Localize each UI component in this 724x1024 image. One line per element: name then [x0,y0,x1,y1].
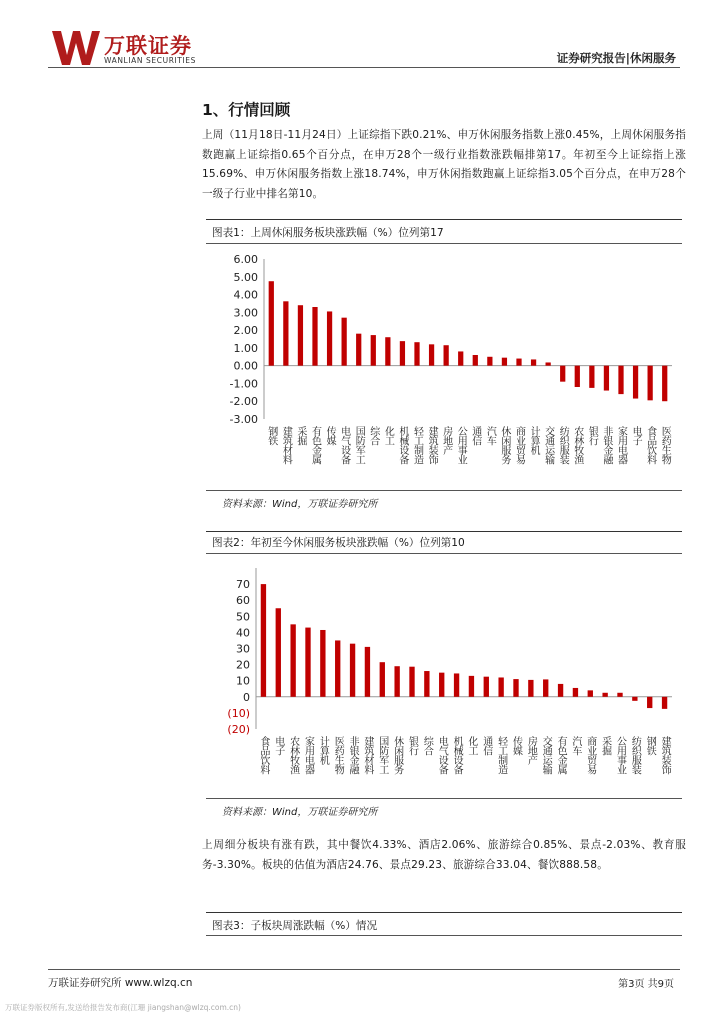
chart1-bar [546,362,551,365]
x-category-label: 钢铁 [265,426,277,445]
y-tick-label: -2.00 [229,395,258,409]
x-category-label: 房地产 [440,426,452,455]
x-category-label: 食品饮料 [257,736,269,774]
y-tick-label: 70 [236,578,250,592]
x-category-label: 银行 [406,736,418,755]
figure1-chart [206,246,682,488]
y-tick-label: 0 [243,690,250,704]
y-tick-label: (10) [227,706,250,720]
y-tick-label: 20 [236,658,250,672]
x-category-label: 采掘 [294,426,306,445]
chart2-bar [513,679,518,697]
x-category-label: 医药生物 [332,736,344,774]
chart2-bar [573,688,578,697]
x-category-label: 商业贸易 [584,736,596,774]
chart1-bar [502,358,507,366]
section-title: 1、行情回顾 [202,101,291,119]
y-tick-label: 0.00 [233,359,258,373]
x-category-label: 综合 [367,426,379,445]
x-category-label: 食品饮料 [644,426,656,464]
x-category-label: 休闲服务 [498,426,510,464]
chart2-bar [558,684,563,697]
x-category-label: 纺织服装 [629,736,641,774]
y-tick-label: 2.00 [233,324,258,338]
chart2-bar [380,662,385,697]
y-tick-label: 10 [236,674,250,688]
chart2-bar [469,676,474,697]
figure1-source: 资料来源：Wind，万联证券研究所 [222,499,378,510]
chart1-bar [662,366,667,402]
figure1-top-rule [206,219,682,220]
y-tick-label: 5.00 [233,270,258,284]
figure2-bottom-rule [206,798,682,799]
y-tick-label: (20) [227,723,250,736]
x-category-label: 汽车 [484,426,496,445]
chart2-bar [394,666,399,697]
figure2-top-rule [206,531,682,532]
chart1-bar [356,334,361,366]
chart1-bar [400,341,405,366]
chart2-bar [439,673,444,697]
chart2-bar [409,667,414,697]
x-category-label: 计算机 [317,736,329,765]
chart2-bar [543,679,548,696]
chart2-bar [335,640,340,696]
y-tick-label: 50 [236,610,250,624]
figure3-top-rule [206,912,682,913]
y-tick-label: -3.00 [229,413,258,426]
y-tick-label: 30 [236,642,250,656]
chart1-bar [604,366,609,391]
x-category-label: 机械设备 [451,736,463,774]
figure2-source: 资料来源：Wind，万联证券研究所 [222,807,378,818]
x-category-label: 纺织服装 [557,426,569,464]
footer-website: 万联证券研究所 www.wlzq.cn [48,977,193,989]
x-category-label: 轻工制造 [411,426,423,464]
y-tick-label: 4.00 [233,288,258,302]
chart2-bar [350,644,355,697]
chart1-bar [487,357,492,366]
x-category-label: 综合 [421,736,433,755]
y-tick-label: 3.00 [233,306,258,320]
x-category-label: 电气设备 [436,736,448,774]
chart2-bar [305,628,310,697]
x-category-label: 农林牧渔 [287,736,299,774]
y-tick-label: 60 [236,594,250,608]
y-tick-label: 6.00 [233,253,258,266]
x-category-label: 非银金融 [600,426,612,464]
x-category-label: 建筑材料 [361,736,373,774]
chart2-bar [617,693,622,697]
chart2-bar [454,673,459,696]
chart2-bar [261,584,266,697]
x-category-label: 有色金属 [555,736,567,774]
report-type: 证券研究报告|休闲服务 [556,51,676,65]
x-category-label: 公用事业 [614,736,626,774]
chart1-bar [516,359,521,366]
chart2-bar [365,647,370,697]
x-category-label: 公用事业 [455,426,467,464]
chart2-bar [276,608,281,697]
figure3-title-rule [206,935,682,936]
chart2-bar [588,690,593,696]
x-category-label: 休闲服务 [391,736,403,774]
x-category-label: 传媒 [324,426,336,445]
x-category-label: 采掘 [599,736,611,755]
chart2-bar [602,693,607,697]
market-review-paragraph: 上周（11月18日-11月24日）上证综指下跌0.21%、申万休闲服务指数上涨0.45%，上周休闲服务指数跑赢上证综指0.65个百分点，在申万28个一级行业指数涨跌幅排第17。年初至今上证综指上涨15.69%、申万休闲服务指数上涨18.74%，申万休闲指数跑赢上证综指3.05个百分点，在申万28个一级子行业中排名第10。 [202,129,686,200]
x-category-label: 交通运输 [540,736,552,774]
x-category-label: 通信 [480,736,492,755]
chart2-bar [632,697,637,701]
chart2-bar [528,680,533,697]
x-category-label: 农林牧渔 [571,426,583,464]
chart1-bar [385,337,390,365]
x-category-label: 商业贸易 [513,426,525,464]
x-category-label: 计算机 [528,426,540,455]
x-category-label: 医药生物 [659,426,671,464]
x-category-label: 国防军工 [376,736,388,774]
chart1-bar [444,345,449,365]
brand-name-cn: 万联证券 [104,34,192,58]
figure2-title: 图表2：年初至今休闲服务板块涨跌幅（%）位列第10 [212,537,465,549]
x-category-label: 家用电器 [302,736,314,774]
brand-name-en: WANLIAN SECURITIES [104,56,197,65]
logo-w-icon [52,31,100,65]
x-category-label: 机械设备 [396,426,408,464]
y-tick-label: 1.00 [233,341,258,355]
chart2-bar [320,630,325,697]
chart1-bar [589,366,594,388]
chart2-bar [484,677,489,697]
chart1-bar [298,305,303,365]
x-category-label: 家用电器 [615,426,627,464]
chart2-bar [647,697,652,708]
x-category-label: 建筑材料 [280,426,292,464]
chart1-bar [560,366,565,382]
chart1-bar [283,301,288,365]
x-category-label: 钢铁 [644,736,656,755]
figure1-title: 图表1：上周休闲服务板块涨跌幅（%）位列第17 [212,227,444,239]
chart2-bar [424,671,429,697]
x-category-label: 建筑装饰 [659,736,671,774]
sub-sector-paragraph: 上周细分板块有涨有跌，其中餐饮4.33%、酒店2.06%、旅游综合0.85%、景点-2.03%、教育服务-3.30%。板块的估值为酒店24.76、景点29.23、旅游综合33.04、餐饮888.58。 [202,839,686,871]
chart1-bar [429,344,434,365]
copyright-note: 万联证券版权所有,发送给报告发布商(江珊 jiangshan@wlzq.com.cn) [5,1003,241,1012]
x-category-label: 化工 [382,426,394,445]
chart1-bar [648,366,653,401]
x-category-label: 通信 [469,426,481,445]
x-category-label: 银行 [586,426,598,445]
y-tick-label: -1.00 [229,377,258,391]
chart1-bar [531,359,536,365]
chart1-bar [312,307,317,366]
page-number: 第3页 共9页 [618,979,674,990]
figure2-title-rule [206,553,682,554]
figure3-title: 图表3：子板块周涨跌幅（%）情况 [212,920,378,932]
x-category-label: 建筑装饰 [426,426,438,464]
chart2-bar [498,677,503,696]
header-divider [48,67,680,68]
footer-divider [48,969,680,970]
x-category-label: 有色金属 [309,426,321,464]
chart1-bar [618,366,623,394]
chart1-bar [575,366,580,387]
chart1-bar [342,318,347,366]
x-category-label: 传媒 [510,736,522,755]
x-category-label: 国防军工 [353,426,365,464]
x-category-label: 电子 [272,736,284,755]
figure1-title-rule [206,243,682,244]
x-category-label: 汽车 [569,736,581,755]
x-category-label: 化工 [465,736,477,755]
x-category-label: 非银金融 [347,736,359,774]
chart1-bar [473,355,478,366]
chart1-bar [458,351,463,365]
x-category-label: 轻工制造 [495,736,507,774]
x-category-label: 电子 [630,426,642,445]
chart1-bar [327,311,332,365]
y-tick-label: 40 [236,626,250,640]
chart1-bar [371,335,376,366]
figure1-bottom-rule [206,490,682,491]
chart2-bar [662,697,667,709]
chart1-bar [633,366,638,399]
chart2-bar [290,624,295,696]
chart1-bar [414,342,419,365]
x-category-label: 电气设备 [338,426,350,464]
x-category-label: 交通运输 [542,426,554,464]
x-category-label: 房地产 [525,736,537,765]
figure2-chart [206,556,682,796]
chart1-bar [269,281,274,365]
